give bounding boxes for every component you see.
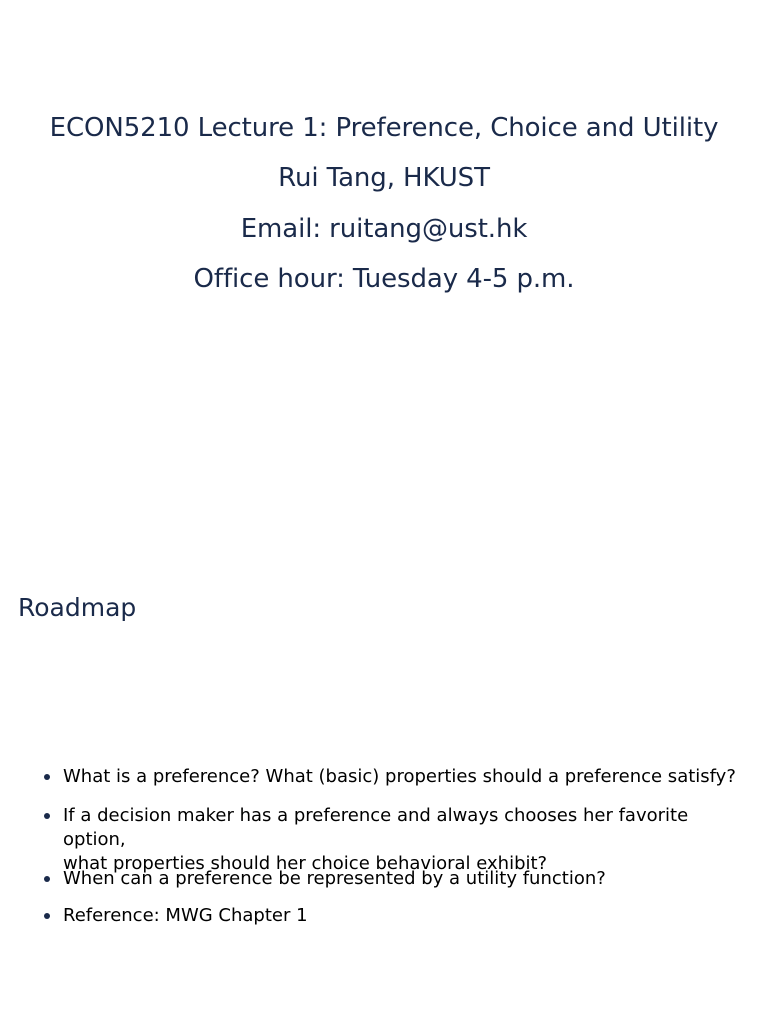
bullet-icon — [44, 774, 50, 780]
frame-title: Roadmap — [18, 593, 137, 622]
lecture-title: ECON5210 Lecture 1: Preference, Choice and Utility — [49, 113, 719, 143]
bullet-icon — [44, 913, 50, 919]
roadmap-slide — [0, 512, 768, 1024]
bullet-text: Reference: MWG Chapter 1 — [63, 905, 308, 926]
bullet-text: If a decision maker has a preference and always chooses her favorite option, what properties should her choice behavioral exhibit? — [63, 805, 689, 874]
bullet-icon — [44, 876, 50, 882]
bullet-icon — [44, 813, 50, 819]
author-email: Email: ruitang@ust.hk — [240, 214, 528, 244]
bullet-text: When can a preference be represented by a utility function? — [63, 868, 606, 889]
office-hour: Office hour: Tuesday 4-5 p.m. — [193, 264, 575, 294]
author-affiliation: Rui Tang, HKUST — [278, 163, 490, 193]
bullet-text: What is a preference? What (basic) properties should a preference satisfy? — [63, 766, 736, 787]
